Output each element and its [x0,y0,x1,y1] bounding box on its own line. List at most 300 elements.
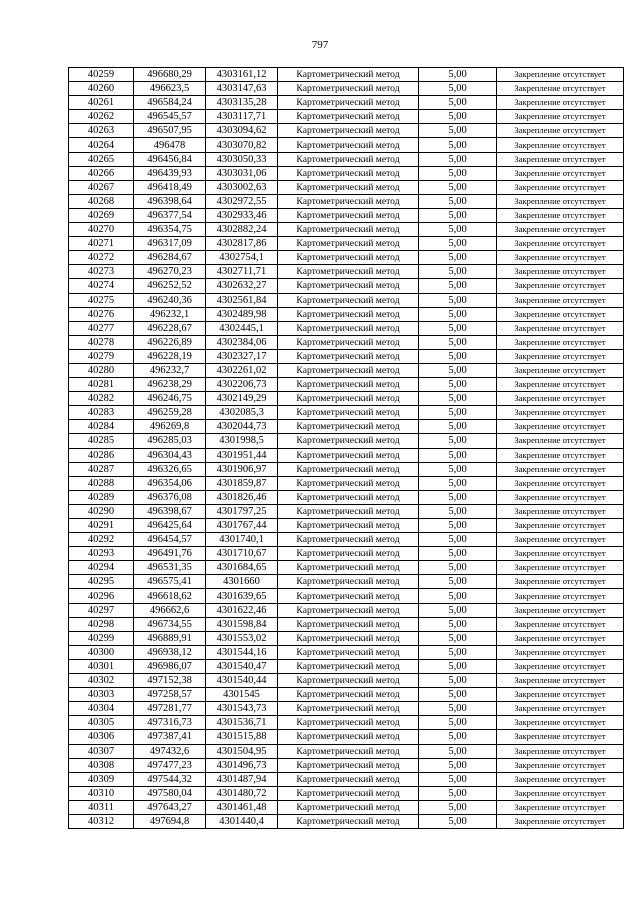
point-number-cell: 40308 [69,758,134,772]
point-number-cell: 40311 [69,800,134,814]
fixation-cell: Закрепление отсутствует [497,251,624,265]
accuracy-cell: 5,00 [419,180,497,194]
point-number-cell: 40281 [69,378,134,392]
method-cell: Картометрический метод [278,448,419,462]
accuracy-cell: 5,00 [419,786,497,800]
method-cell: Картометрический метод [278,561,419,575]
y-coordinate-cell: 4301710,67 [206,547,278,561]
y-coordinate-cell: 4303002,63 [206,180,278,194]
y-coordinate-cell: 4303135,28 [206,96,278,110]
method-cell: Картометрический метод [278,462,419,476]
y-coordinate-cell: 4301553,02 [206,631,278,645]
accuracy-cell: 5,00 [419,674,497,688]
method-cell: Картометрический метод [278,490,419,504]
y-coordinate-cell: 4302206,73 [206,378,278,392]
point-number-cell: 40260 [69,82,134,96]
fixation-cell: Закрепление отсутствует [497,730,624,744]
accuracy-cell: 5,00 [419,335,497,349]
x-coordinate-cell: 497281,77 [134,702,206,716]
method-cell: Картометрический метод [278,293,419,307]
method-cell: Картометрический метод [278,138,419,152]
point-number-cell: 40267 [69,180,134,194]
accuracy-cell: 5,00 [419,688,497,702]
table-row [69,208,624,222]
point-number-cell: 40279 [69,349,134,363]
accuracy-cell: 5,00 [419,476,497,490]
method-cell: Картометрический метод [278,68,419,82]
y-coordinate-cell: 4303050,33 [206,152,278,166]
method-cell: Картометрический метод [278,237,419,251]
x-coordinate-cell: 497694,8 [134,814,206,828]
table-row [69,519,624,533]
y-coordinate-cell: 4301480,72 [206,786,278,800]
x-coordinate-cell: 496938,12 [134,645,206,659]
x-coordinate-cell: 496240,36 [134,293,206,307]
x-coordinate-cell: 497643,27 [134,800,206,814]
method-cell: Картометрический метод [278,392,419,406]
accuracy-cell: 5,00 [419,575,497,589]
table-row [69,716,624,730]
method-cell: Картометрический метод [278,124,419,138]
x-coordinate-cell: 496618,62 [134,589,206,603]
fixation-cell: Закрепление отсутствует [497,659,624,673]
x-coordinate-cell: 496269,8 [134,420,206,434]
method-cell: Картометрический метод [278,434,419,448]
point-number-cell: 40278 [69,335,134,349]
y-coordinate-cell: 4303161,12 [206,68,278,82]
point-number-cell: 40284 [69,420,134,434]
x-coordinate-cell: 496418,49 [134,180,206,194]
method-cell: Картометрический метод [278,321,419,335]
point-number-cell: 40303 [69,688,134,702]
y-coordinate-cell: 4302817,86 [206,237,278,251]
y-coordinate-cell: 4301545 [206,688,278,702]
x-coordinate-cell: 496232,7 [134,363,206,377]
x-coordinate-cell: 496270,23 [134,265,206,279]
point-number-cell: 40295 [69,575,134,589]
y-coordinate-cell: 4302754,1 [206,251,278,265]
y-coordinate-cell: 4302632,27 [206,279,278,293]
table-row [69,420,624,434]
y-coordinate-cell: 4301684,65 [206,561,278,575]
fixation-cell: Закрепление отсутствует [497,138,624,152]
method-cell: Картометрический метод [278,772,419,786]
fixation-cell: Закрепление отсутствует [497,96,624,110]
x-coordinate-cell: 496377,54 [134,208,206,222]
y-coordinate-cell: 4301487,94 [206,772,278,786]
x-coordinate-cell: 497152,38 [134,674,206,688]
point-number-cell: 40298 [69,617,134,631]
fixation-cell: Закрепление отсутствует [497,363,624,377]
point-number-cell: 40309 [69,772,134,786]
fixation-cell: Закрепление отсутствует [497,814,624,828]
y-coordinate-cell: 4302489,98 [206,307,278,321]
table-row [69,561,624,575]
point-number-cell: 40289 [69,490,134,504]
method-cell: Картометрический метод [278,702,419,716]
accuracy-cell: 5,00 [419,603,497,617]
fixation-cell: Закрепление отсутствует [497,716,624,730]
x-coordinate-cell: 496228,19 [134,349,206,363]
point-number-cell: 40294 [69,561,134,575]
x-coordinate-cell: 496584,24 [134,96,206,110]
y-coordinate-cell: 4302445,1 [206,321,278,335]
method-cell: Картометрический метод [278,688,419,702]
table-row [69,589,624,603]
accuracy-cell: 5,00 [419,378,497,392]
accuracy-cell: 5,00 [419,589,497,603]
x-coordinate-cell: 496398,64 [134,194,206,208]
accuracy-cell: 5,00 [419,223,497,237]
y-coordinate-cell: 4301544,16 [206,645,278,659]
y-coordinate-cell: 4301598,84 [206,617,278,631]
point-number-cell: 40291 [69,519,134,533]
x-coordinate-cell: 496238,29 [134,378,206,392]
x-coordinate-cell: 496531,35 [134,561,206,575]
y-coordinate-cell: 4301998,5 [206,434,278,448]
method-cell: Картометрический метод [278,223,419,237]
accuracy-cell: 5,00 [419,194,497,208]
point-number-cell: 40305 [69,716,134,730]
accuracy-cell: 5,00 [419,716,497,730]
point-number-cell: 40272 [69,251,134,265]
point-number-cell: 40307 [69,744,134,758]
fixation-cell: Закрепление отсутствует [497,208,624,222]
fixation-cell: Закрепление отсутствует [497,434,624,448]
point-number-cell: 40283 [69,406,134,420]
y-coordinate-cell: 4303117,71 [206,110,278,124]
accuracy-cell: 5,00 [419,631,497,645]
accuracy-cell: 5,00 [419,702,497,716]
y-coordinate-cell: 4302972,55 [206,194,278,208]
accuracy-cell: 5,00 [419,617,497,631]
point-number-cell: 40270 [69,223,134,237]
x-coordinate-cell: 496226,89 [134,335,206,349]
table-row [69,363,624,377]
x-coordinate-cell: 497387,41 [134,730,206,744]
y-coordinate-cell: 4302327,17 [206,349,278,363]
y-coordinate-cell: 4301740,1 [206,533,278,547]
y-coordinate-cell: 4302933,46 [206,208,278,222]
table-row [69,434,624,448]
x-coordinate-cell: 497544,32 [134,772,206,786]
fixation-cell: Закрепление отсутствует [497,194,624,208]
fixation-cell: Закрепление отсутствует [497,575,624,589]
x-coordinate-cell: 497477,23 [134,758,206,772]
fixation-cell: Закрепление отсутствует [497,674,624,688]
x-coordinate-cell: 496317,09 [134,237,206,251]
point-number-cell: 40275 [69,293,134,307]
accuracy-cell: 5,00 [419,392,497,406]
accuracy-cell: 5,00 [419,772,497,786]
table-row [69,82,624,96]
x-coordinate-cell: 496662,6 [134,603,206,617]
fixation-cell: Закрепление отсутствует [497,180,624,194]
accuracy-cell: 5,00 [419,406,497,420]
accuracy-cell: 5,00 [419,265,497,279]
y-coordinate-cell: 4301504,95 [206,744,278,758]
accuracy-cell: 5,00 [419,166,497,180]
y-coordinate-cell: 4302384,06 [206,335,278,349]
accuracy-cell: 5,00 [419,68,497,82]
accuracy-cell: 5,00 [419,138,497,152]
accuracy-cell: 5,00 [419,363,497,377]
x-coordinate-cell: 496439,93 [134,166,206,180]
table-row [69,392,624,406]
y-coordinate-cell: 4301797,25 [206,504,278,518]
table-row [69,617,624,631]
y-coordinate-cell: 4302149,29 [206,392,278,406]
point-number-cell: 40304 [69,702,134,716]
fixation-cell: Закрепление отсутствует [497,519,624,533]
x-coordinate-cell: 496491,76 [134,547,206,561]
fixation-cell: Закрепление отсутствует [497,772,624,786]
point-number-cell: 40268 [69,194,134,208]
fixation-cell: Закрепление отсутствует [497,561,624,575]
method-cell: Картометрический метод [278,152,419,166]
method-cell: Картометрический метод [278,82,419,96]
method-cell: Картометрический метод [278,786,419,800]
fixation-cell: Закрепление отсутствует [497,307,624,321]
table-row [69,237,624,251]
page-number: 797 [311,39,329,51]
fixation-cell: Закрепление отсутствует [497,800,624,814]
table-row [69,476,624,490]
table-row [69,504,624,518]
y-coordinate-cell: 4301859,87 [206,476,278,490]
table-row [69,730,624,744]
x-coordinate-cell: 496623,5 [134,82,206,96]
x-coordinate-cell: 496252,52 [134,279,206,293]
fixation-cell: Закрепление отсутствует [497,392,624,406]
table-row [69,688,624,702]
accuracy-cell: 5,00 [419,504,497,518]
point-number-cell: 40269 [69,208,134,222]
method-cell: Картометрический метод [278,307,419,321]
table-row [69,800,624,814]
fixation-cell: Закрепление отсутствует [497,68,624,82]
y-coordinate-cell: 4301639,65 [206,589,278,603]
method-cell: Картометрический метод [278,674,419,688]
x-coordinate-cell: 496376,08 [134,490,206,504]
y-coordinate-cell: 4303031,06 [206,166,278,180]
method-cell: Картометрический метод [278,716,419,730]
table-row [69,223,624,237]
coordinates-table-body [69,68,624,829]
method-cell: Картометрический метод [278,758,419,772]
fixation-cell: Закрепление отсутствует [497,110,624,124]
accuracy-cell: 5,00 [419,645,497,659]
x-coordinate-cell: 496545,57 [134,110,206,124]
y-coordinate-cell: 4301540,44 [206,674,278,688]
method-cell: Картометрический метод [278,420,419,434]
method-cell: Картометрический метод [278,335,419,349]
fixation-cell: Закрепление отсутствует [497,476,624,490]
method-cell: Картометрический метод [278,504,419,518]
fixation-cell: Закрепление отсутствует [497,406,624,420]
table-row [69,814,624,828]
table-row [69,674,624,688]
y-coordinate-cell: 4301461,48 [206,800,278,814]
accuracy-cell: 5,00 [419,547,497,561]
point-number-cell: 40274 [69,279,134,293]
x-coordinate-cell: 496354,75 [134,223,206,237]
method-cell: Картометрический метод [278,730,419,744]
method-cell: Картометрический метод [278,363,419,377]
fixation-cell: Закрепление отсутствует [497,462,624,476]
fixation-cell: Закрепление отсутствует [497,758,624,772]
point-number-cell: 40264 [69,138,134,152]
y-coordinate-cell: 4302561,84 [206,293,278,307]
method-cell: Картометрический метод [278,279,419,293]
method-cell: Картометрический метод [278,519,419,533]
point-number-cell: 40312 [69,814,134,828]
y-coordinate-cell: 4302261,02 [206,363,278,377]
accuracy-cell: 5,00 [419,490,497,504]
y-coordinate-cell: 4301543,73 [206,702,278,716]
y-coordinate-cell: 4301622,46 [206,603,278,617]
table-row [69,462,624,476]
fixation-cell: Закрепление отсутствует [497,166,624,180]
x-coordinate-cell: 496575,41 [134,575,206,589]
x-coordinate-cell: 496259,28 [134,406,206,420]
method-cell: Картометрический метод [278,547,419,561]
x-coordinate-cell: 497258,57 [134,688,206,702]
y-coordinate-cell: 4301660 [206,575,278,589]
table-row [69,575,624,589]
fixation-cell: Закрепление отсутствует [497,293,624,307]
point-number-cell: 40301 [69,659,134,673]
point-number-cell: 40290 [69,504,134,518]
y-coordinate-cell: 4301826,46 [206,490,278,504]
point-number-cell: 40293 [69,547,134,561]
fixation-cell: Закрепление отсутствует [497,603,624,617]
x-coordinate-cell: 496734,55 [134,617,206,631]
y-coordinate-cell: 4301951,44 [206,448,278,462]
x-coordinate-cell: 497316,73 [134,716,206,730]
method-cell: Картометрический метод [278,800,419,814]
method-cell: Картометрический метод [278,96,419,110]
accuracy-cell: 5,00 [419,124,497,138]
x-coordinate-cell: 496354,06 [134,476,206,490]
y-coordinate-cell: 4302882,24 [206,223,278,237]
accuracy-cell: 5,00 [419,434,497,448]
accuracy-cell: 5,00 [419,208,497,222]
method-cell: Картометрический метод [278,378,419,392]
y-coordinate-cell: 4302711,71 [206,265,278,279]
table-row [69,335,624,349]
table-row [69,138,624,152]
point-number-cell: 40277 [69,321,134,335]
table-row [69,547,624,561]
fixation-cell: Закрепление отсутствует [497,645,624,659]
table-row [69,378,624,392]
table-row [69,659,624,673]
accuracy-cell: 5,00 [419,420,497,434]
table-row [69,321,624,335]
table-row [69,124,624,138]
point-number-cell: 40286 [69,448,134,462]
x-coordinate-cell: 497580,04 [134,786,206,800]
table-row [69,490,624,504]
x-coordinate-cell: 496398,67 [134,504,206,518]
x-coordinate-cell: 496507,95 [134,124,206,138]
accuracy-cell: 5,00 [419,744,497,758]
point-number-cell: 40262 [69,110,134,124]
fixation-cell: Закрепление отсутствует [497,688,624,702]
method-cell: Картометрический метод [278,251,419,265]
y-coordinate-cell: 4303147,63 [206,82,278,96]
fixation-cell: Закрепление отсутствует [497,547,624,561]
table-row [69,349,624,363]
point-number-cell: 40282 [69,392,134,406]
y-coordinate-cell: 4301536,71 [206,716,278,730]
table-row [69,758,624,772]
table-row [69,645,624,659]
fixation-cell: Закрепление отсутствует [497,504,624,518]
x-coordinate-cell: 496284,67 [134,251,206,265]
fixation-cell: Закрепление отсутствует [497,490,624,504]
point-number-cell: 40266 [69,166,134,180]
accuracy-cell: 5,00 [419,82,497,96]
table-row [69,110,624,124]
point-number-cell: 40261 [69,96,134,110]
method-cell: Картометрический метод [278,814,419,828]
table-row [69,631,624,645]
fixation-cell: Закрепление отсутствует [497,223,624,237]
table-row [69,180,624,194]
accuracy-cell: 5,00 [419,800,497,814]
accuracy-cell: 5,00 [419,110,497,124]
fixation-cell: Закрепление отсутствует [497,702,624,716]
accuracy-cell: 5,00 [419,758,497,772]
method-cell: Картометрический метод [278,349,419,363]
method-cell: Картометрический метод [278,533,419,547]
method-cell: Картометрический метод [278,476,419,490]
point-number-cell: 40259 [69,68,134,82]
y-coordinate-cell: 4301906,97 [206,462,278,476]
point-number-cell: 40297 [69,603,134,617]
x-coordinate-cell: 496456,84 [134,152,206,166]
point-number-cell: 40296 [69,589,134,603]
fixation-cell: Закрепление отсутствует [497,335,624,349]
fixation-cell: Закрепление отсутствует [497,617,624,631]
table-row [69,279,624,293]
point-number-cell: 40280 [69,363,134,377]
y-coordinate-cell: 4301496,73 [206,758,278,772]
table-row [69,307,624,321]
point-number-cell: 40299 [69,631,134,645]
x-coordinate-cell: 497432,6 [134,744,206,758]
accuracy-cell: 5,00 [419,730,497,744]
accuracy-cell: 5,00 [419,279,497,293]
method-cell: Картометрический метод [278,575,419,589]
accuracy-cell: 5,00 [419,462,497,476]
point-number-cell: 40276 [69,307,134,321]
method-cell: Картометрический метод [278,406,419,420]
accuracy-cell: 5,00 [419,561,497,575]
table-row [69,265,624,279]
fixation-cell: Закрепление отсутствует [497,631,624,645]
table-row [69,772,624,786]
table-row [69,603,624,617]
x-coordinate-cell: 496986,07 [134,659,206,673]
y-coordinate-cell: 4301767,44 [206,519,278,533]
point-number-cell: 40300 [69,645,134,659]
accuracy-cell: 5,00 [419,251,497,265]
x-coordinate-cell: 496285,03 [134,434,206,448]
method-cell: Картометрический метод [278,617,419,631]
